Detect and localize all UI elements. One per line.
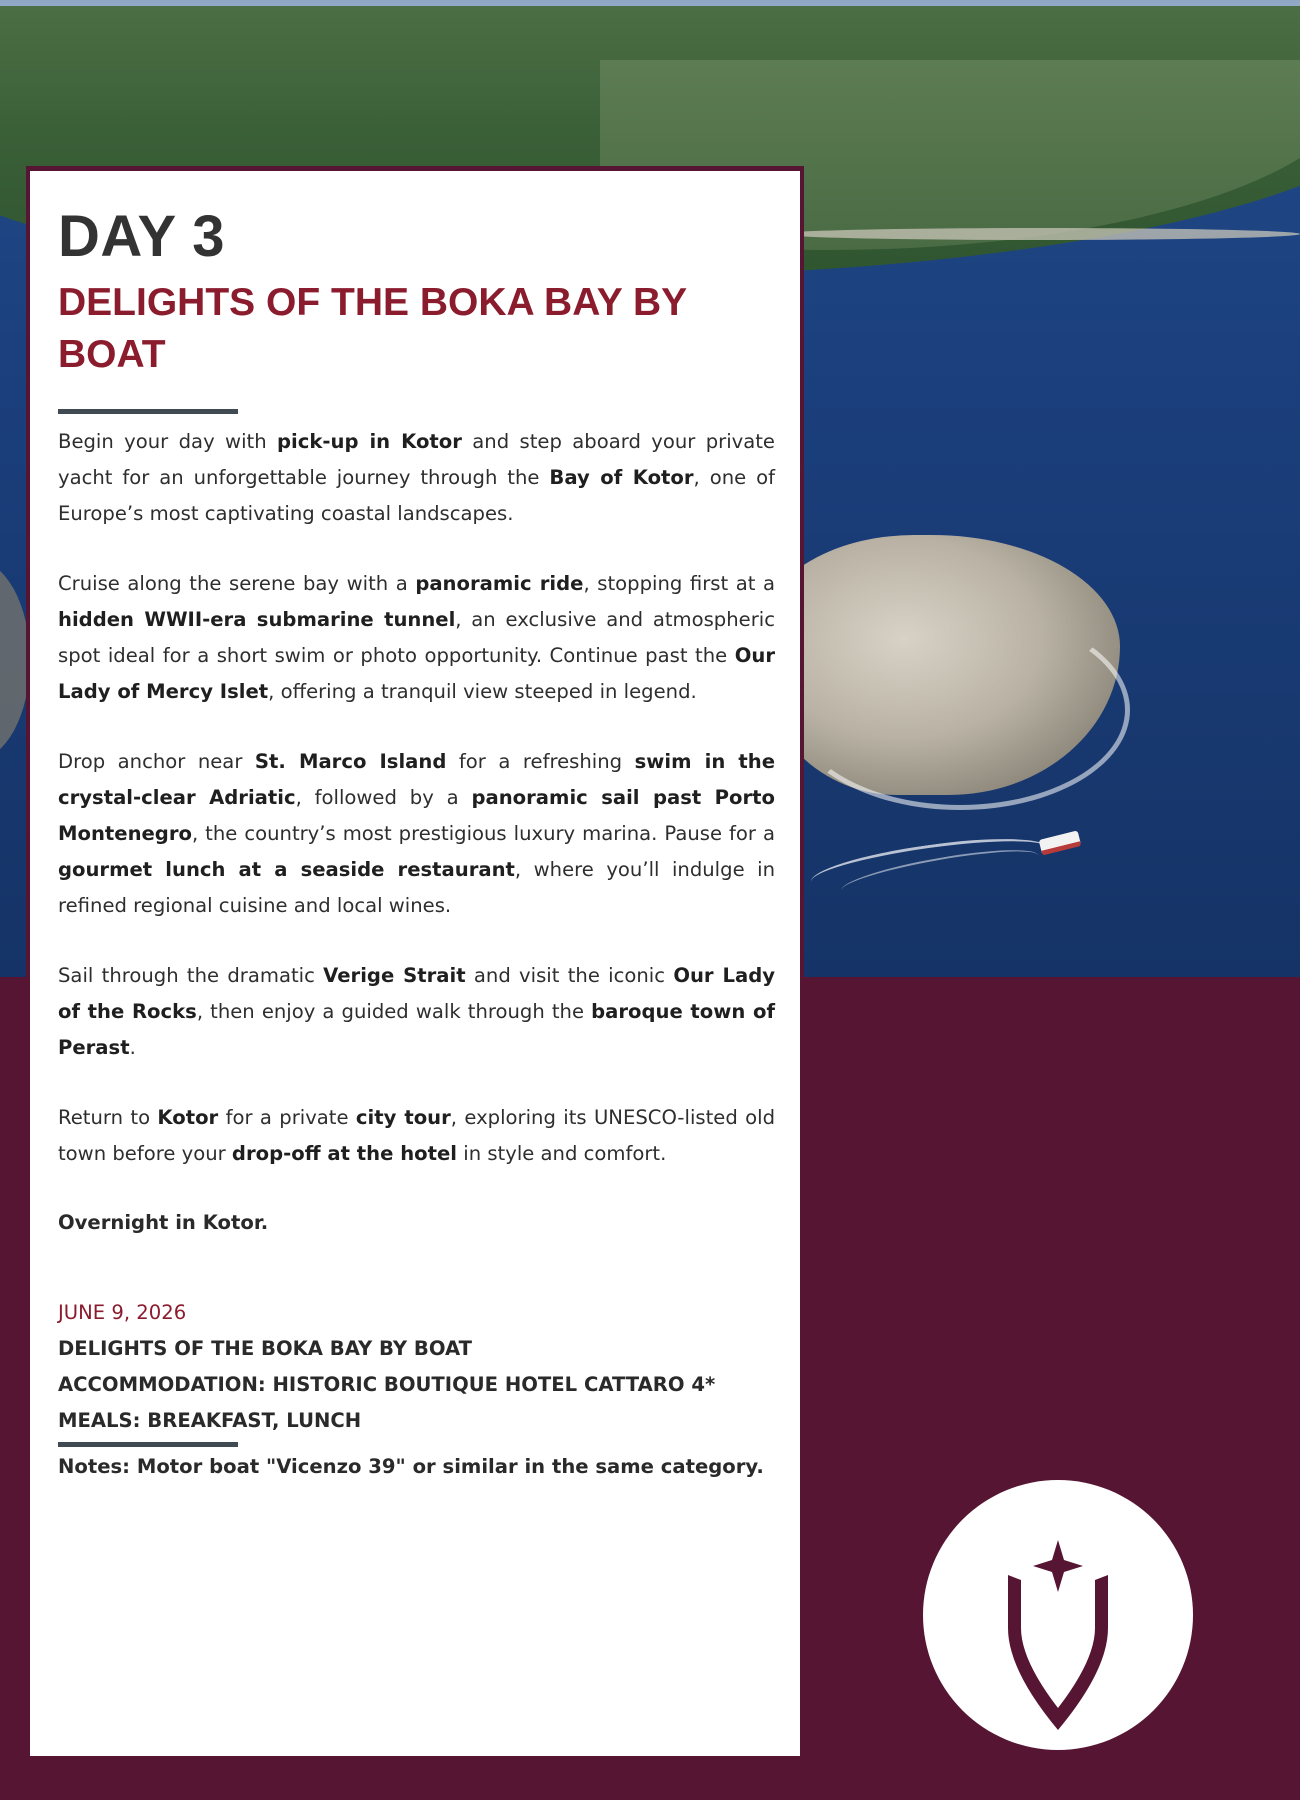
- highlight-text: gourmet lunch at a seaside restaurant: [58, 858, 515, 881]
- paragraph-4: [58, 958, 775, 1066]
- body-text: Drop anchor near: [58, 750, 255, 773]
- accommodation: ACCOMMODATION: HISTORIC BOUTIQUE HOTEL CATTARO 4*: [58, 1373, 716, 1396]
- highlight-text: baroque town of Perast: [58, 1000, 775, 1059]
- body-text: .: [129, 1036, 136, 1059]
- body-text: , followed by a: [295, 786, 472, 809]
- body-text: for a private: [218, 1106, 356, 1129]
- paragraph-2: [58, 566, 775, 710]
- body-text: Sail through the dramatic: [58, 964, 324, 987]
- logo: [923, 1480, 1193, 1750]
- divider: [58, 409, 238, 414]
- description: [58, 424, 775, 1172]
- paragraph-5: [58, 1100, 775, 1172]
- body-text: and step aboard your private yacht for an unforgettable journey through the: [58, 430, 775, 489]
- motor-boat: [1039, 830, 1082, 855]
- body-text: , the country’s most prestigious luxury marina. Pause for a: [191, 822, 775, 845]
- surf-foam: [790, 610, 1130, 810]
- body-text: and visit the iconic: [465, 964, 674, 987]
- notes-divider: [58, 1442, 238, 1447]
- v-star-emblem-icon: [923, 1480, 1193, 1750]
- notes: Notes: Motor boat "Vicenzo 39" or similar in the same category.: [58, 1455, 764, 1478]
- body-text: , offering a tranquil view steeped in legend.: [268, 680, 697, 703]
- highlight-text: Our Lady of Mercy Islet: [58, 644, 775, 703]
- date: JUNE 9, 2026: [58, 1301, 187, 1324]
- highlight-text: Bay of Kotor: [549, 466, 694, 489]
- paragraph-1: [58, 424, 775, 532]
- highlight-text: pick-up in Kotor: [277, 430, 462, 453]
- highlight-text: panoramic ride: [415, 572, 584, 595]
- body-text: , stopping first at a: [583, 572, 775, 595]
- highlight-text: city tour: [355, 1106, 451, 1129]
- body-text: , one of Europe’s most captivating coastal landscapes.: [58, 466, 775, 525]
- paragraph-3: [58, 744, 775, 924]
- highlight-text: Our Lady of the Rocks: [58, 964, 775, 1023]
- itinerary-card: [26, 166, 804, 1760]
- shoreline: [780, 228, 1300, 240]
- highlight-text: Kotor: [157, 1106, 219, 1129]
- body-text: Cruise along the serene bay with a: [58, 572, 416, 595]
- day-title: DAY 3: [58, 204, 225, 269]
- body-text: in style and comfort.: [457, 1142, 667, 1165]
- body-text: , then enjoy a guided walk through the: [196, 1000, 592, 1023]
- highlight-text: swim in the crystal-clear Adriatic: [58, 750, 776, 809]
- highlight-text: Verige Strait: [323, 964, 466, 987]
- highlight-text: panoramic sail past Porto Montenegro: [58, 786, 775, 845]
- body-text: Return to: [58, 1106, 158, 1129]
- body-text: Begin your day with: [58, 430, 277, 453]
- highlight-text: drop-off at the hotel: [231, 1142, 458, 1165]
- body-text: for a refreshing: [446, 750, 635, 773]
- body-text: , an exclusive and atmospheric spot ideal for a short swim or photo opportunity. Continue past the: [58, 608, 775, 667]
- body-text: , where you’ll indulge in refined regional cuisine and local wines.: [58, 858, 775, 917]
- body-text: , exploring its UNESCO-listed old town before your: [58, 1106, 776, 1165]
- day-heading: DELIGHTS OF THE BOKA BAY BY BOAT: [58, 281, 687, 376]
- meals: MEALS: BREAKFAST, LUNCH: [58, 1409, 362, 1432]
- program-name: DELIGHTS OF THE BOKA BAY BY BOAT: [58, 1337, 472, 1360]
- highlight-text: St. Marco Island: [254, 750, 447, 773]
- highlight-text: hidden WWII-era submarine tunnel: [58, 608, 456, 631]
- overnight-note: Overnight in Kotor.: [58, 1211, 269, 1234]
